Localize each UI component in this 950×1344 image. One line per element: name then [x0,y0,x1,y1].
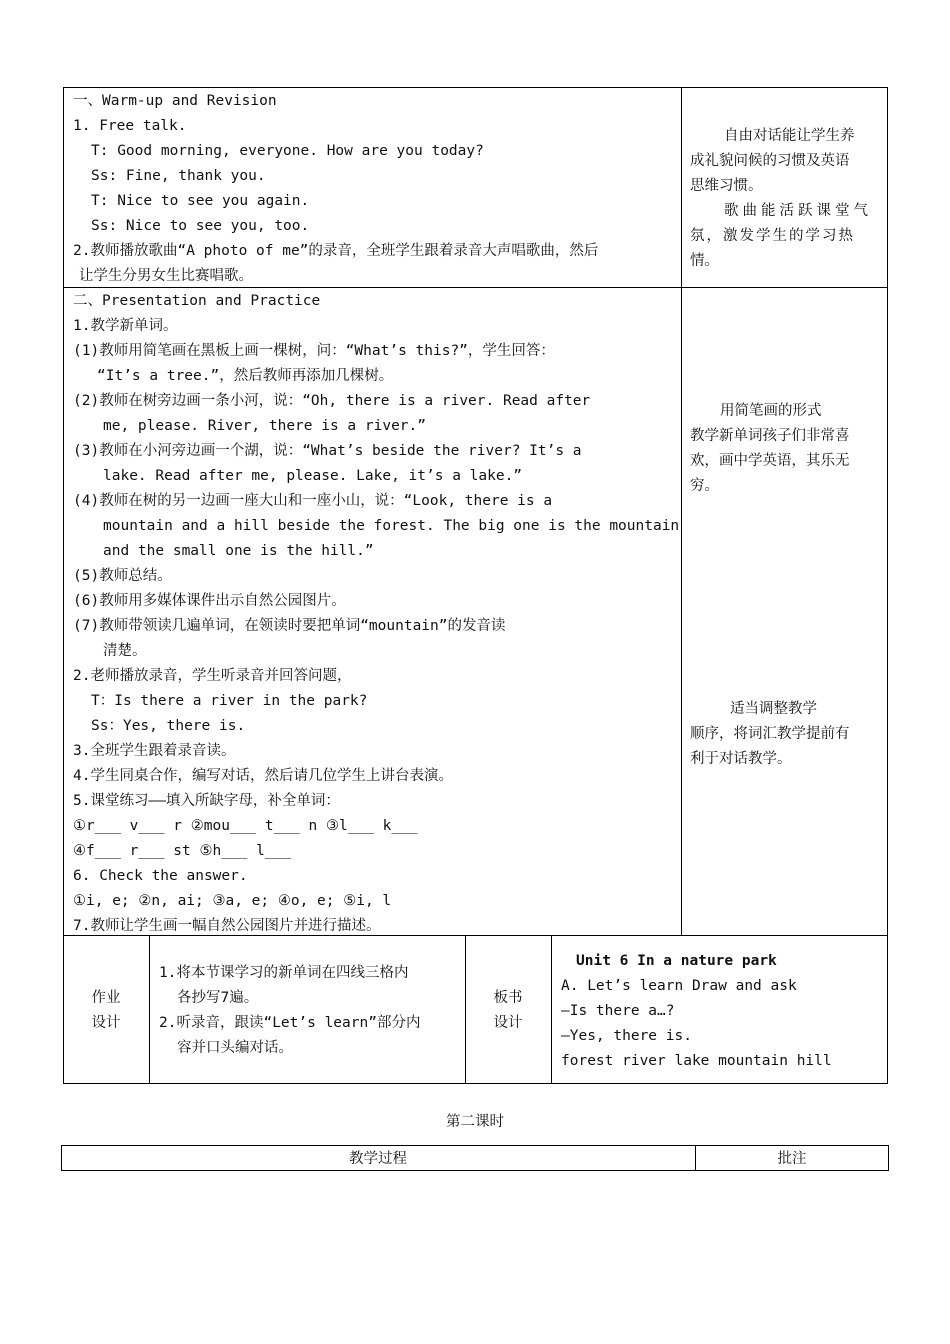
presentation-line: (2)教师在树旁边画一条小河，说：“Oh, there is a river. Read after [73,393,591,409]
presentation-line: 清楚。 [103,643,147,659]
warmup-line: Ss: Fine, thank you. [91,168,266,184]
note-line: 利于对话教学。 [690,751,792,767]
board-label-divider [551,935,552,1084]
presentation-line: 5.课堂练习——填入所缺字母，补全单词： [73,793,340,809]
homework-line: 2.听录音，跟读“Let’s learn”部分内 [159,1015,421,1031]
note-line: 教学新单词孩子们非常喜 [690,428,850,444]
presentation-line: 7.教师让学生画一幅自然公园图片并进行描述。 [73,918,381,934]
note-line: 欢，画中学英语，其乐无 [690,453,850,469]
note-line: 用简笔画的形式 [720,403,822,419]
presentation-line: (6)教师用多媒体课件出示自然公园图片。 [73,593,346,609]
notes-column-divider [681,87,682,936]
warmup-line: 2.教师播放歌曲“A photo of me”的录音，全班学生跟着录音大声唱歌曲，然后 [73,243,599,259]
board-label-line: 板书 [493,990,523,1006]
presentation-line: 6. Check the answer. [73,868,248,884]
presentation-heading: 二、Presentation and Practice [73,293,321,309]
homework-label-line: 作业 [91,990,121,1006]
column-header-process: 教学过程 [349,1151,407,1167]
presentation-line: and the small one is the hill.” [103,543,374,559]
column-header-notes: 批注 [777,1151,807,1167]
presentation-line: mountain and a hill beside the forest. The big one is the mountain [103,518,680,534]
board-line: —Is there a…? [561,1003,675,1019]
warmup-line: T: Nice to see you again. [91,193,310,209]
exercise-line: ①r___ v___ r ②mou___ t___ n ③l___ k___ [73,818,418,834]
note-line: 成礼貌问候的习惯及英语 [690,153,850,169]
homework-line: 各抄写7遍。 [177,990,259,1006]
note-line: 顺序，将词汇教学提前有 [690,726,850,742]
homework-line: 1.将本节课学习的新单词在四线三格内 [159,965,409,981]
presentation-line: “It’s a tree.”，然后教师再添加几棵树。 [97,368,394,384]
homework-label [63,989,149,1032]
warmup-line: 1. Free talk. [73,118,187,134]
note-line: 思维习惯。 [690,178,763,194]
board-line: —Yes, there is. [561,1028,692,1044]
homework-label-divider [149,935,150,1084]
presentation-line: 1.教学新单词。 [73,318,178,334]
answer-line: ①i, e; ②n, ai; ③a, e; ④o, e; ⑤i, l [73,893,392,909]
row-divider-2 [63,935,888,936]
presentation-line: (1)教师用简笔画在黑板上画一棵树，问：“What’s this?”，学生回答： [73,343,555,359]
warmup-line: 让学生分男女生比赛唱歌。 [79,268,253,284]
warmup-line: T: Good morning, everyone. How are you today? [91,143,484,159]
presentation-line: (5)教师总结。 [73,568,172,584]
row-divider-1 [63,287,888,288]
presentation-line: me, please. River, there is a river.” [103,418,427,434]
note-line: 歌曲能活跃课堂气 [724,203,872,219]
note-line: 自由对话能让学生养 [724,128,855,144]
presentation-line: 3.全班学生跟着录音读。 [73,743,236,759]
presentation-line: T：Is there a river in the park? [91,693,368,709]
presentation-line: Ss：Yes, there is. [91,718,246,734]
board-label-line: 设计 [493,1015,523,1031]
presentation-line: 2.老师播放录音，学生听录音并回答问题， [73,668,352,684]
homework-line: 容并口头编对话。 [177,1040,293,1056]
presentation-line: (7)教师带领读几遍单词，在领读时要把单词“mountain”的发音读 [73,618,506,634]
homework-label-line: 设计 [91,1015,121,1031]
board-line: A. Let’s learn Draw and ask [561,978,797,994]
exercise-line: ④f___ r___ st ⑤h___ l___ [73,843,292,859]
presentation-line: lake. Read after me, please. Lake, it’s a lake.” [103,468,523,484]
presentation-line: (4)教师在树的另一边画一座大山和一座小山，说：“Look, there is a [73,493,553,509]
note-line: 适当调整教学 [730,701,817,717]
board-line: forest river lake mountain hill [561,1053,832,1069]
lesson-2-heading: 第二课时 [446,1114,504,1130]
board-label [465,989,551,1032]
warmup-line: Ss: Nice to see you, too. [91,218,310,234]
note-line: 穷。 [690,478,719,494]
note-line: 氛，激发学生的学习热 [690,228,855,244]
board-title: Unit 6 In a nature park [576,953,777,969]
note-line: 情。 [690,253,719,269]
presentation-line: 4.学生同桌合作，编写对话，然后请几位学生上讲台表演。 [73,768,453,784]
presentation-line: (3)教师在小河旁边画一个湖，说：“What’s beside the river? It’s a [73,443,582,459]
warmup-heading: 一、Warm-up and Revision [73,93,277,109]
